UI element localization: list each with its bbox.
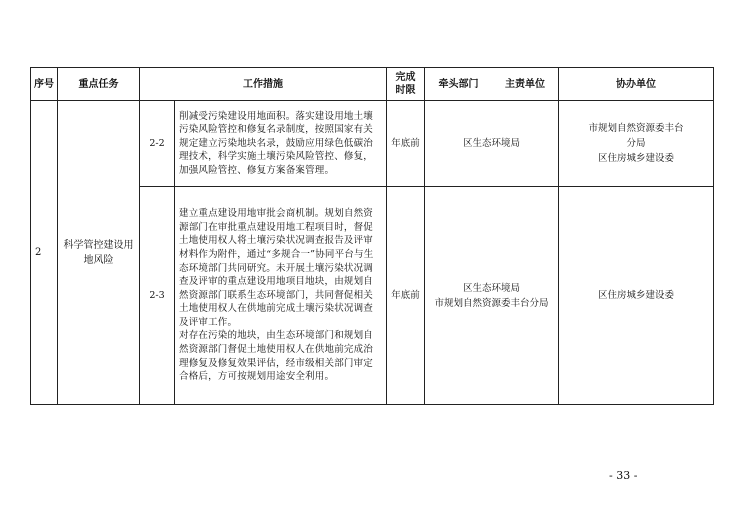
measure-text: 削减受污染建设用地面积。落实建设用地土壤污染风险管控和修复名录制度，按照国家有关规定建立污染地块名录，鼓励应用绿色低碳治理技术，科学实施土壤污染风险管控、修复，加强风险管控、修复方案备案管理。 — [175, 101, 387, 187]
assist-unit: 区住房城乡建设委 — [559, 187, 714, 405]
header-seq: 序号 — [31, 68, 58, 101]
main-unit — [425, 187, 559, 405]
measure-code: 2-2 — [140, 101, 175, 187]
page-number: - 33 - — [609, 469, 638, 482]
main-unit-line2: 市规划自然资源委丰台分局 — [434, 297, 549, 309]
main-unit: 区生态环境局 — [425, 101, 559, 187]
header-main-unit: 主责单位 — [505, 78, 545, 90]
header-task: 重点任务 — [58, 68, 140, 101]
assist-unit-line2: 分局 — [626, 138, 646, 149]
measure-code: 2-3 — [140, 187, 175, 405]
task-table — [30, 67, 714, 405]
header-deadline-line1: 完成 — [395, 72, 416, 83]
header-row — [31, 68, 714, 101]
table-row — [31, 101, 714, 187]
header-lead-main — [425, 68, 559, 101]
deadline: 年底前 — [387, 101, 425, 187]
header-deadline — [387, 68, 425, 101]
main-unit-line1: 区生态环境局 — [462, 282, 520, 294]
assist-unit-line3: 区住房城乡建设委 — [597, 153, 674, 164]
header-deadline-line2: 时限 — [395, 85, 416, 96]
row-task-line2: 地风险 — [83, 254, 114, 266]
deadline: 年底前 — [387, 187, 425, 405]
header-assist-unit: 协办单位 — [559, 68, 714, 101]
measure-text-part2: 对存在污染的地块，由生态环境部门和规划自然资源部门督促土地使用权人在供地前完成治理修复及修复效果评估，经市级相关部门审定合格后，方可按规划用途安全利用。 — [179, 330, 374, 383]
row-task-line1: 科学管控建设用 — [63, 239, 134, 251]
assist-unit-line1: 市规划自然资源委丰台 — [588, 123, 684, 134]
header-measures: 工作措施 — [140, 68, 387, 101]
header-lead-dept: 牵头部门 — [438, 78, 479, 90]
assist-unit — [559, 101, 714, 187]
measure-text-part1: 建立重点建设用地审批会商机制。规划自然资源部门在审批重点建设用地工程项目时，督促土地使用权人将土壤污染状况调查报告及评审材料作为附件，通过“多规合一”协同平台与生态环境部门共同研究。未开展土壤污染状况调查及评审的重点建设用地项目地块，由规划自然资源部门联系生态环境部门，共同督促相关土地使用权人在供地前完成土壤污染状况调查及评审工作。 — [179, 208, 374, 328]
measure-text — [175, 187, 387, 405]
row-task — [58, 101, 140, 405]
row-seq: 2 — [31, 101, 58, 405]
